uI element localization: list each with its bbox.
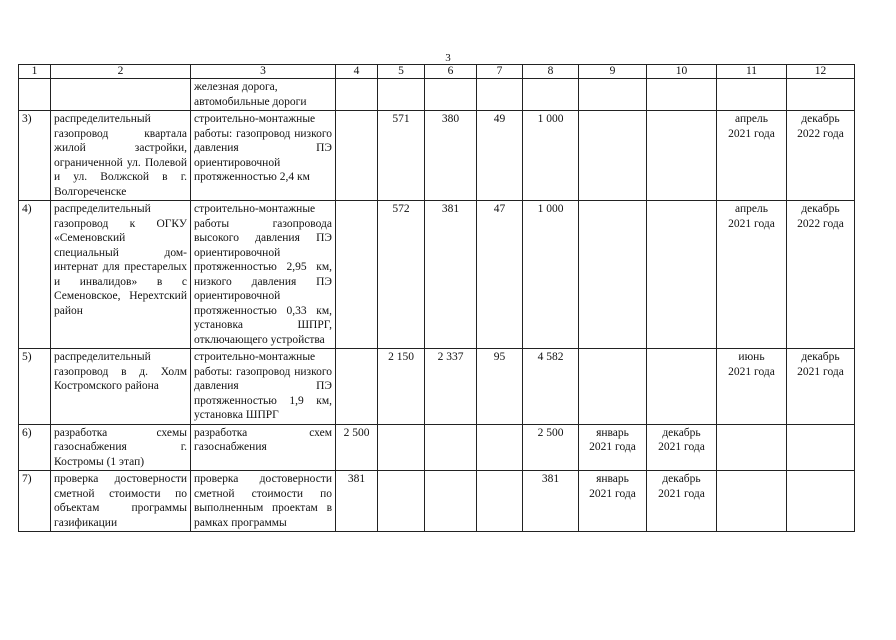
column-header: 3: [191, 65, 336, 79]
end-date-2: декабрь 2022 года: [787, 201, 855, 349]
page-number: 3: [445, 52, 451, 64]
value-col6: 381: [425, 201, 477, 349]
value-col6: [425, 471, 477, 532]
start-date-2: апрель 2021 года: [717, 111, 787, 201]
start-date: [579, 79, 647, 111]
value-col7: 95: [477, 349, 523, 425]
value-col4: [336, 79, 378, 111]
value-col8: 1 000: [523, 111, 579, 201]
work-description: строительно-монтажные работы газопровода высокого давления ПЭ ориентировочной протяженностью 2,95 км, низкого давления ПЭ ориентировочной протяженностью 0,33 км, установка ШПРГ, отключающего устройства: [191, 201, 336, 349]
end-date-2: [787, 79, 855, 111]
end-date: [647, 349, 717, 425]
value-col8: 1 000: [523, 201, 579, 349]
value-col8: [523, 79, 579, 111]
value-col7: 47: [477, 201, 523, 349]
column-header: 2: [51, 65, 191, 79]
table-row: [19, 79, 855, 111]
value-col7: [477, 424, 523, 471]
row-number: 3): [19, 111, 51, 201]
work-description: строительно-монтажные работы: газопровод низкого давления ПЭ протяженностью 1,9 км, установка ШПРГ: [191, 349, 336, 425]
value-col5: 2 150: [378, 349, 425, 425]
work-description: строительно-монтажные работы: газопровод низкого давления ПЭ ориентировочной протяженностью 2,4 км: [191, 111, 336, 201]
end-date-2: [787, 424, 855, 471]
row-number: 6): [19, 424, 51, 471]
end-date: декабрь 2021 года: [647, 424, 717, 471]
value-col7: [477, 471, 523, 532]
start-date-2: [717, 424, 787, 471]
value-col4: 2 500: [336, 424, 378, 471]
program-table: [18, 64, 855, 532]
value-col4: 381: [336, 471, 378, 532]
column-header: 6: [425, 65, 477, 79]
column-header: 1: [19, 65, 51, 79]
object-name: распределительный газопровод квартала жилой застройки, ограниченной ул. Полевой и ул. Волжской в г. Волгореченске: [51, 111, 191, 201]
work-description: железная дорога, автомобильные дороги: [191, 79, 336, 111]
start-date-2: апрель 2021 года: [717, 201, 787, 349]
object-name: распределительный газопровод к ОГКУ «Семеновский специальный дом-интернат для престарелых и инвалидов» в с Семеновское, Нерехтский район: [51, 201, 191, 349]
value-col8: 2 500: [523, 424, 579, 471]
end-date-2: декабрь 2022 года: [787, 111, 855, 201]
row-number: [19, 79, 51, 111]
value-col6: 2 337: [425, 349, 477, 425]
end-date-2: декабрь 2021 года: [787, 349, 855, 425]
value-col6: [425, 424, 477, 471]
value-col5: [378, 424, 425, 471]
value-col7: 49: [477, 111, 523, 201]
column-header: 8: [523, 65, 579, 79]
table-row: [19, 201, 855, 349]
object-name: распределительный газопровод в д. Холм Костромского района: [51, 349, 191, 425]
column-header: 9: [579, 65, 647, 79]
end-date: [647, 111, 717, 201]
value-col4: [336, 201, 378, 349]
value-col8: 4 582: [523, 349, 579, 425]
value-col4: [336, 349, 378, 425]
row-number: 5): [19, 349, 51, 425]
table-row: [19, 111, 855, 201]
start-date-2: июнь 2021 года: [717, 349, 787, 425]
table-row: [19, 349, 855, 425]
column-header: 12: [787, 65, 855, 79]
start-date: январь 2021 года: [579, 424, 647, 471]
end-date: [647, 201, 717, 349]
table-row: [19, 471, 855, 532]
start-date: январь 2021 года: [579, 471, 647, 532]
end-date: декабрь 2021 года: [647, 471, 717, 532]
end-date: [647, 79, 717, 111]
work-description: разработка схем газоснабжения: [191, 424, 336, 471]
value-col4: [336, 111, 378, 201]
value-col5: 572: [378, 201, 425, 349]
start-date-2: [717, 79, 787, 111]
start-date: [579, 349, 647, 425]
column-header: 10: [647, 65, 717, 79]
work-description: проверка достоверности сметной стоимости по выполненным проектам в рамках программы: [191, 471, 336, 532]
column-header: 5: [378, 65, 425, 79]
value-col6: 380: [425, 111, 477, 201]
table-row: [19, 424, 855, 471]
value-col5: 571: [378, 111, 425, 201]
object-name: [51, 79, 191, 111]
start-date: [579, 111, 647, 201]
end-date-2: [787, 471, 855, 532]
value-col5: [378, 79, 425, 111]
start-date: [579, 201, 647, 349]
column-header: 7: [477, 65, 523, 79]
row-number: 4): [19, 201, 51, 349]
object-name: разработка схемы газоснабжения г. Костромы (1 этап): [51, 424, 191, 471]
value-col8: 381: [523, 471, 579, 532]
header-row: [19, 65, 855, 79]
object-name: проверка достоверности сметной стоимости по объектам программы газификации: [51, 471, 191, 532]
value-col6: [425, 79, 477, 111]
column-header: 4: [336, 65, 378, 79]
value-col5: [378, 471, 425, 532]
value-col7: [477, 79, 523, 111]
row-number: 7): [19, 471, 51, 532]
column-header: 11: [717, 65, 787, 79]
start-date-2: [717, 471, 787, 532]
